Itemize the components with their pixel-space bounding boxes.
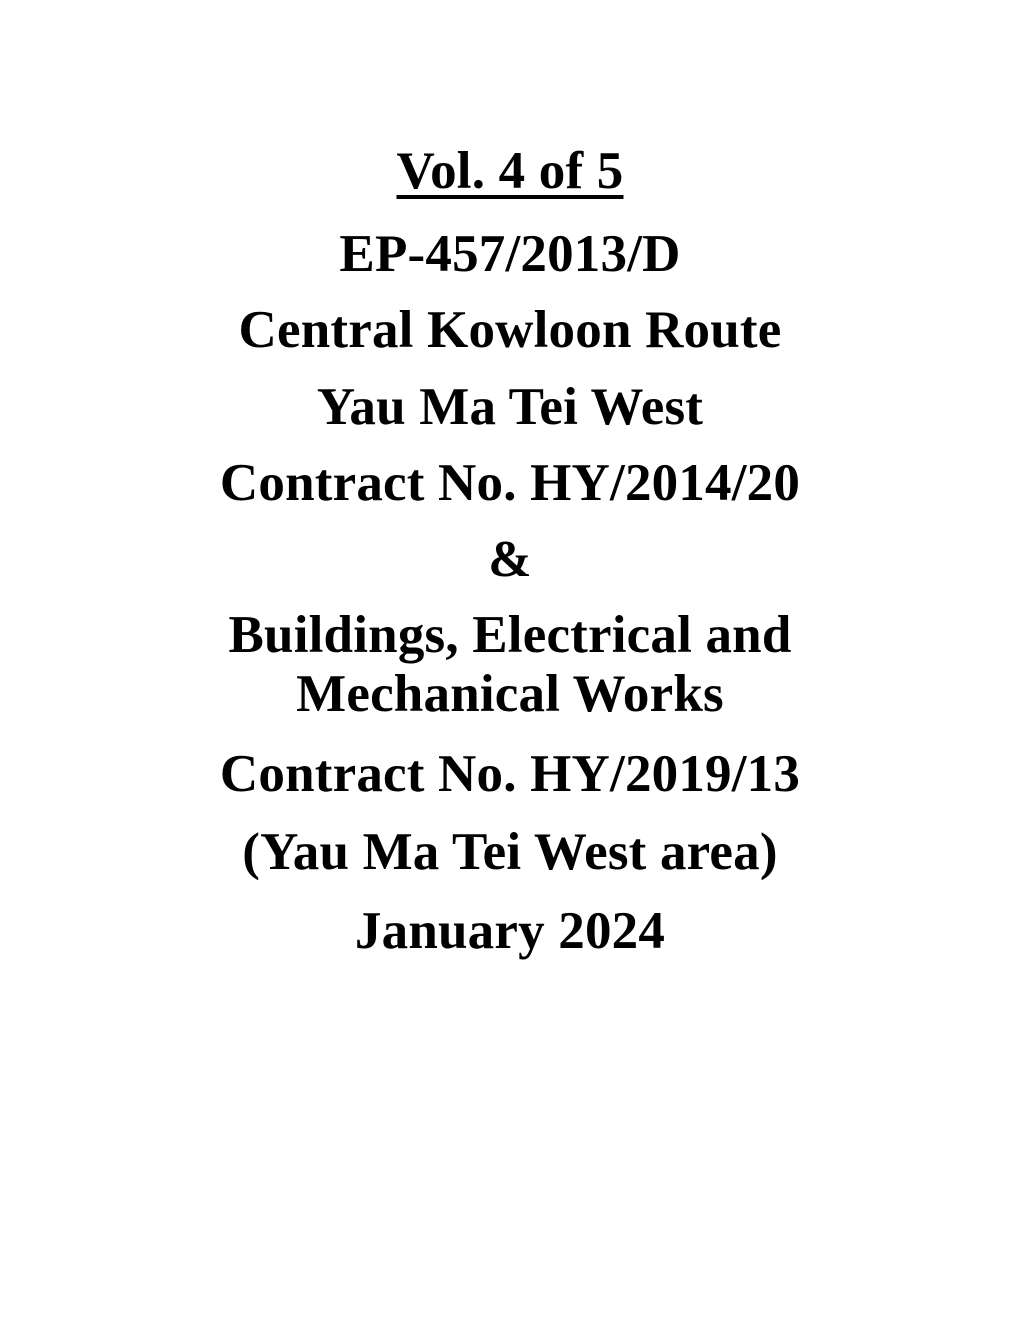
project-name: Central Kowloon Route — [238, 301, 782, 360]
conjunction-symbol: & — [488, 530, 532, 588]
works-description: Buildings, Electrical and Mechanical Works — [228, 606, 805, 724]
contract-number-secondary: Contract No. HY/2019/13 — [219, 744, 801, 803]
area-note: (Yau Ma Tei West area) — [242, 823, 778, 882]
report-number: EP-457/2013/D — [339, 224, 681, 283]
title-block — [95, 140, 925, 962]
contract-number-primary: Contract No. HY/2014/20 — [219, 454, 801, 513]
document-date: January 2024 — [354, 901, 666, 960]
volume-label: Vol. 4 of 5 — [396, 142, 624, 200]
project-area: Yau Ma Tei West — [316, 377, 704, 436]
